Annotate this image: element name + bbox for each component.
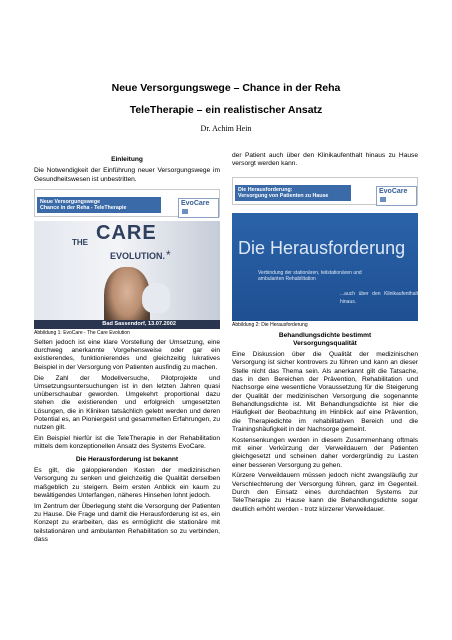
img-heading: Die Herausforderung [238, 237, 406, 258]
paragraph: Die Zahl der Modellversuche, Pilotprojekte und Umsetzungsuntersuchungen ist in den letzten Jahren quasi unüberschaubar geworden. Umgekehrt proportional dazu stehen die existierenden und erfolgreich umgesetzten Lösungen, die in Kliniken tatsächlich gelebt werden und deren Potential es, an Pioniergeist und gesammelten Erfahrungen, zu nutzen gilt. [34, 374, 220, 432]
img-text-the: THE [72, 237, 88, 247]
logo-mark-icon [182, 209, 188, 214]
evocare-logo: EvoCare [376, 186, 417, 207]
figure-2-image [232, 213, 418, 321]
slide-title-line1: Neue Versorgungswege [40, 198, 101, 205]
slide-title-bar [37, 197, 161, 213]
asterisk-icon: * [166, 247, 171, 262]
right-column [232, 152, 418, 516]
paragraph: Es gilt, die galoppierenden Kosten der medizinischen Versorgung zu senken und gleichzeitig die Qualität derselben maßgeblich zu steigern. Beim ersten Anblick ein kaum zu bewältigendes Unterfangen, näheres Hinsehen lohnt jedoch. [34, 467, 220, 499]
img-text-evolution: EVOLUTION. [110, 250, 166, 261]
img-text-line2: ...auch über den Klinikaufenthalt hinaus. [340, 290, 418, 305]
paragraph: Im Zentrum der Überlegung steht die Versorgung der Patienten zu Hause. Die Frage und damit die Herausforderung ist es, ein Konzept zu erarbeiten, das es ermöglicht die stationäre mit teilstationären und ambulanten Rehabilitation so zu verbinden, dass [34, 502, 220, 543]
logo-mark-icon [380, 197, 386, 202]
img-text-care: CARE [96, 221, 157, 244]
figure-date: Bad Sassendorf, 13.07.2002 [34, 320, 220, 329]
slide-title-line2: Chance in der Reha - TeleTherapie [40, 204, 127, 211]
figure-1-caption: Abbildung 1: EvoCare - The Care Evolution [34, 329, 130, 336]
paragraph: Ein Beispiel hierfür ist die TeleTherapie in der Rehabilitation mittels dem konzeptionellen Ansatz des Systems EvoCare. [34, 435, 220, 451]
paragraph: Die Notwendigkeit der Einführung neuer Versorgungswege im Gesundheitswesen ist unbestritten. [34, 167, 220, 183]
left-column [34, 152, 220, 547]
heading-behandlungsdichte-2: Versorgungsqualität [293, 339, 357, 347]
paragraph: der Patient auch über den Klinikaufenthalt hinaus zu Hause versorgt werden kann. [232, 152, 418, 168]
heading-herausforderung-bekannt: Die Herausforderung ist bekannt [75, 455, 179, 463]
figure-2-caption: Abbildung 2: Die Herausforderung [232, 321, 308, 328]
heading-behandlungsdichte-1: Behandlungsdichte bestimmt [278, 331, 372, 339]
paper-title: Neue Versorgungswege – Chance in der Reha [111, 82, 341, 94]
hand-photo [142, 283, 170, 313]
paragraph: Eine Diskussion über die Qualität der medizinischen Versorgung ist sicher kontrovers zu führen und kann an dieser Stelle nicht das Thema sein. Als anerkannt gilt die Tatsache, das in den Bereichen der Prävention, Rehabilitation und Nachsorge eine wesentliche Voraussetzung für die Steigerung der Qualität der medizinischen Versorgung die sogenannte Behandlungsdichte ist. Mit Behandlungsdichte ist hier die Häufigkeit der Beobachtung im Hinblick auf eine Prävention, die Therapiedichte im rehabilitativen Bereich und die Trainingshäufigkeit in der Nachsorge gemeint. [232, 351, 418, 433]
slide-title-line1: Die Herausforderung: [238, 186, 293, 193]
author: Dr. Achim Hein [200, 124, 252, 133]
paper-subtitle: TeleTherapie – ein realistischer Ansatz [129, 104, 323, 116]
slide-header-1 [34, 189, 220, 217]
paragraph: Kürzere Verweildauern müssen jedoch nicht zwangsläufig zur Verschlechterung der Versorgung führen, ganz im Gegenteil. Durch den Einsatz eines durchdachten Systems zur TeleTherapie zu Hause kann die Behandlungsdichte sogar deutlich erhöht werden - trotz kürzerer Verweildauer. [232, 472, 418, 513]
paragraph: Selten jedoch ist eine klare Vorstellung der Umsetzung, eine durchweg anerkannte Vorgehensweise oder gar ein existierendes, funktionierendes und gleichzeitig lukratives Beispiel in der Versorgung von Patienten ausfindig zu machen. [34, 338, 220, 371]
slide-title-bar [235, 185, 351, 201]
img-text-line1: Verbindung der stationären, teilstationären und ambulanten Rehabilitation [258, 269, 362, 282]
figure-1-image [34, 221, 220, 329]
slide-title-line2: Versorgung von Patienten zu Hause [238, 192, 329, 199]
slide-header-2 [232, 177, 418, 205]
paragraph: Kostensenkungen werden in diesem Zusammenhang oftmals mit einer Verkürzung der Verweildauern der Patienten gleichgesetzt und scheinen daher vordergründig zu Lasten einer besseren Versorgung zu gehen. [232, 436, 418, 469]
evocare-logo: EvoCare [178, 198, 219, 219]
heading-einleitung: Einleitung [111, 156, 143, 163]
